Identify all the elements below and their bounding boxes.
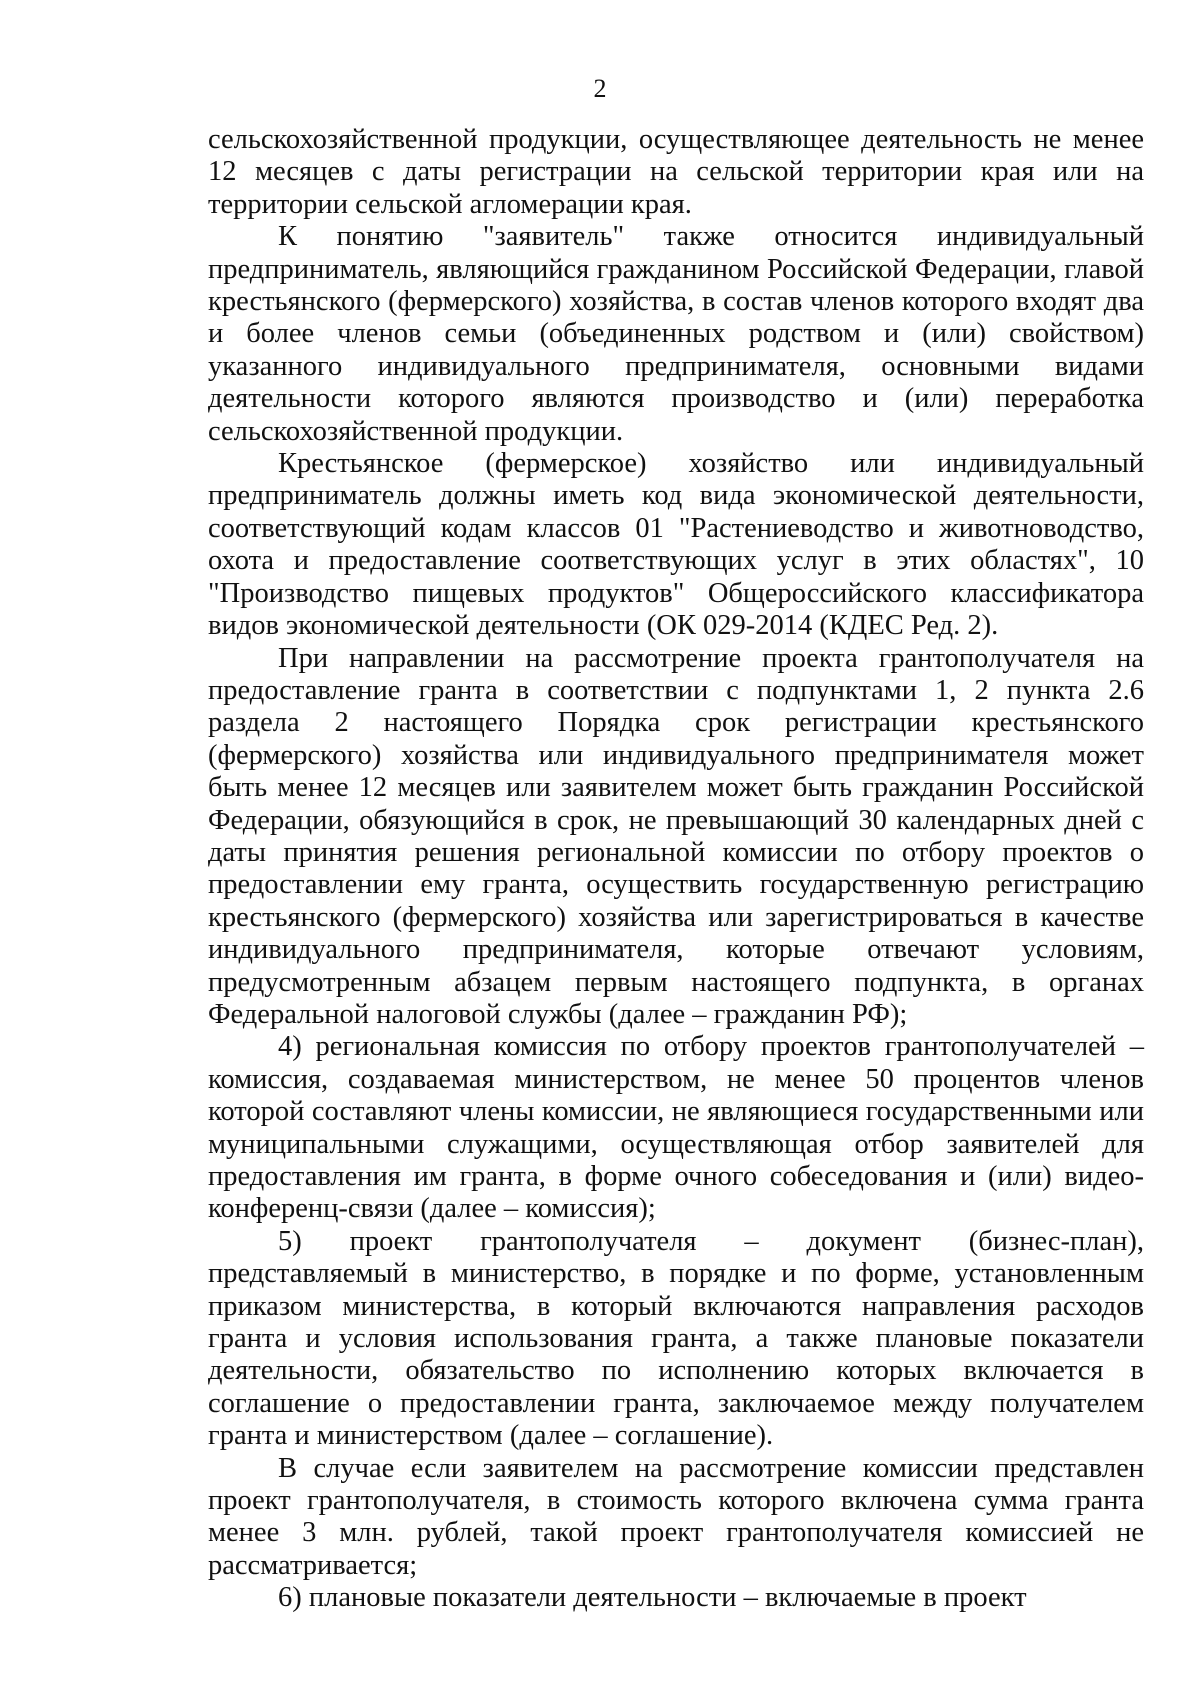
paragraph-item-5-project: 5) проект грантополучателя – документ (бизнес-план), представляемый в министерство, в порядке и по форме, установленным приказом министерства, в который включаются направления расходов гранта и условия использования гранта, а также плановые показатели деятельности, обязательство по исполнению которых включается в соглашение о предоставлении гранта, заключаемое между получателем гранта и министерством (далее – соглашение).: [208, 1225, 1144, 1452]
paragraph-applicant-definition-end: сельскохозяйственной продукции, осуществляющее деятельность не менее 12 месяцев с даты регистрации на сельской территории края или на территории сельской агломерации края.: [208, 124, 1144, 220]
document-body: [208, 124, 1144, 1615]
paragraph-item-6-indicators: 6) плановые показатели деятельности – включаемые в проект: [278, 1582, 1027, 1614]
paragraph-grant-amount-condition: В случае если заявителем на рассмотрение комиссии представлен проект грантополучателя, в стоимость которого включена сумма гранта менее 3 млн. рублей, такой проект грантополучателя комиссией не рассматривается;: [208, 1452, 1144, 1581]
paragraph-item-4-commission: 4) региональная комиссия по отбору проектов грантополучателей – комиссия, создаваемая министерством, не менее 50 процентов членов которой составляют члены комиссии, не являющиеся государственными или муниципальными служащими, осуществляющая отбор заявителей для предоставления им гранта, в форме очного собеседования и (или) видео-конференц-связи (далее – комиссия);: [208, 1031, 1144, 1225]
paragraph-registration-term: При направлении на рассмотрение проекта грантополучателя на предоставление гранта в соответствии с подпунктами 1, 2 пункта 2.6 раздела 2 настоящего Порядка срок регистрации крестьянского (фермерского) хозяйства или индивидуального предпринимателя может быть менее 12 месяцев или заявителем может быть гражданин Российской Федерации, обязующийся в срок, не превышающий 30 календарных дней с даты принятия решения региональной комиссии по отбору проектов о предоставлении ему гранта, осуществить государственную регистрацию крестьянского (фермерского) хозяйства или зарегистрироваться в качестве индивидуального предпринимателя, которые отвечают условиям, предусмотренным абзацем первым настоящего подпункта, в органах Федеральной налоговой службы (далее – гражданин РФ);: [208, 642, 1144, 1030]
page-number: 2: [593, 74, 607, 103]
paragraph-applicant-individual-entrepreneur: К понятию "заявитель" также относится индивидуальный предприниматель, являющийся гражданином Российской Федерации, главой крестьянского (фермерского) хозяйства, в состав членов которого входят два и более членов семьи (объединенных родством и (или) свойством) указанного индивидуального предпринимателя, основными видами деятельности которого являются производство и (или) переработка сельскохозяйственной продукции.: [208, 221, 1144, 447]
paragraph-activity-codes: Крестьянское (фермерское) хозяйство или индивидуальный предприниматель должны иметь код вида экономической деятельности, соответствующий кодам классов 01 "Растениеводство и животноводство, охота и предоставление соответствующих услуг в этих областях", 10 "Производство пищевых продуктов" Общероссийского классификатора видов экономической деятельности (ОК 029-2014 (КДЕС Ред. 2).: [208, 448, 1144, 642]
